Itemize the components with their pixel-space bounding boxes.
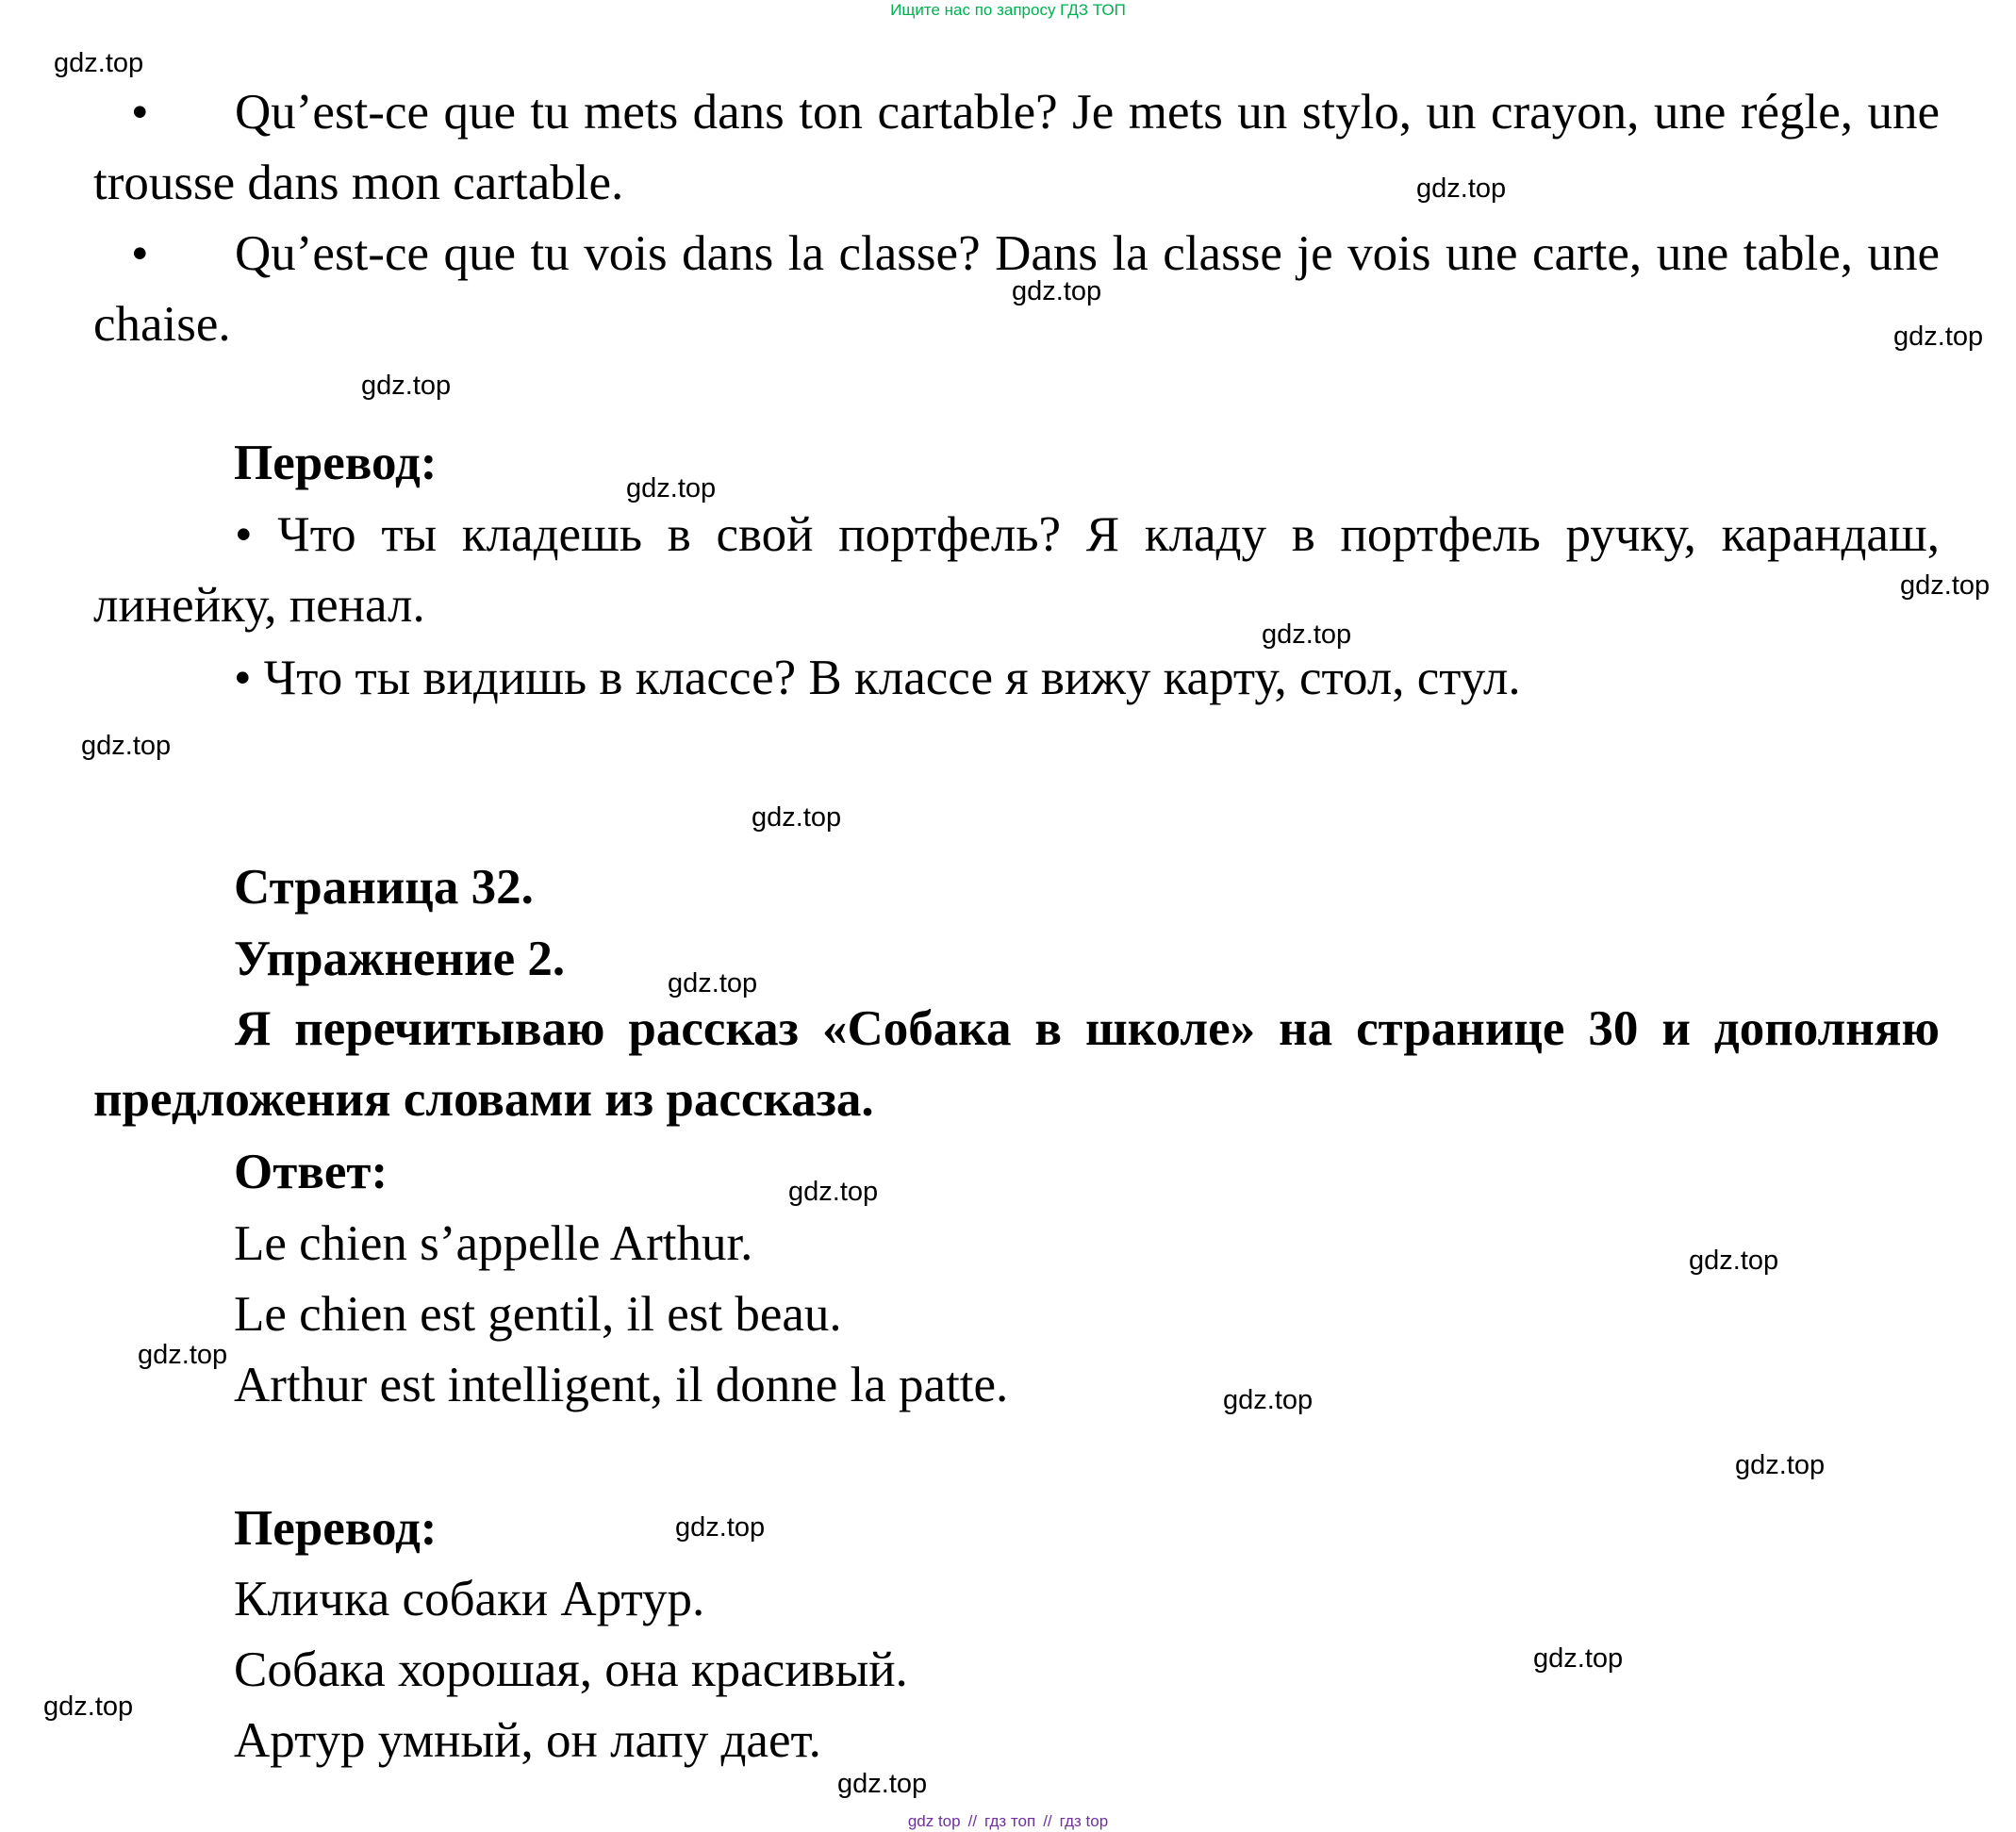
translation-heading-1: Перевод: xyxy=(234,436,438,490)
answer-heading: Ответ: xyxy=(234,1145,388,1199)
watermark: gdz.top xyxy=(1262,619,1352,650)
translation-2-line-1: Кличка собаки Артур. xyxy=(234,1572,705,1626)
watermark: gdz.top xyxy=(1533,1643,1624,1674)
watermark: gdz.top xyxy=(1012,276,1102,306)
bullet-mark: • xyxy=(131,226,149,281)
watermark: gdz.top xyxy=(1893,322,1984,352)
footer-link[interactable]: гдз топ xyxy=(984,1812,1036,1830)
task-description: Я перечитываю рассказ «Собака в школе» на странице 30 и дополняю предложения словами из рассказа. xyxy=(93,1001,1940,1127)
translation-2-line-2: Собака хорошая, она красивый. xyxy=(234,1642,908,1697)
footer-link[interactable]: gdz top xyxy=(907,1812,961,1830)
watermark: gdz.top xyxy=(668,968,758,999)
watermark: gdz.top xyxy=(1900,570,1991,601)
french-bullet-1 xyxy=(93,77,1940,219)
bullet-mark: • xyxy=(131,85,149,140)
footer-link[interactable]: гдз top xyxy=(1059,1812,1109,1830)
watermark: gdz.top xyxy=(837,1769,928,1799)
watermark: gdz.top xyxy=(138,1340,228,1370)
watermark: gdz.top xyxy=(1223,1385,1314,1415)
watermark: gdz.top xyxy=(1735,1450,1826,1480)
answer-line-3: Arthur est intelligent, il donne la patte. xyxy=(234,1358,1009,1412)
translation-heading-2: Перевод: xyxy=(234,1501,438,1556)
watermark: gdz.top xyxy=(81,731,172,761)
french-bullet-2-text: Qu’est-ce que tu vois dans la classe? Dans la classe je vois une carte, une table, une chaise. xyxy=(93,226,1940,352)
watermark: gdz.top xyxy=(1689,1246,1779,1276)
watermark: gdz.top xyxy=(788,1177,879,1207)
watermark: gdz.top xyxy=(1416,173,1507,204)
french-bullet-1-text: Qu’est-ce que tu mets dans ton cartable? Je mets un stylo, un crayon, une régle, une trousse dans mon cartable. xyxy=(93,85,1940,210)
answer-line-2: Le chien est gentil, il est beau. xyxy=(234,1287,842,1342)
footer-links xyxy=(0,1811,2016,1832)
watermark: gdz.top xyxy=(675,1512,766,1543)
answer-line-1: Le chien s’appelle Arthur. xyxy=(234,1216,753,1271)
footer-separator: // xyxy=(1043,1812,1052,1830)
exercise-heading: Упражнение 2. xyxy=(234,932,566,986)
top-banner: Ищите нас по запросу ГДЗ ТОП xyxy=(890,1,1126,19)
translation-1-item-1: • Что ты кладешь в свой портфель? Я кладу в портфель ручку, карандаш, линейку, пенал. xyxy=(93,507,1940,633)
page-number-heading: Страница 32. xyxy=(234,860,534,915)
watermark: gdz.top xyxy=(54,48,144,78)
watermark: gdz.top xyxy=(626,473,717,503)
footer-separator: // xyxy=(967,1812,978,1830)
translation-2-line-3: Артур умный, он лапу дает. xyxy=(234,1713,821,1768)
watermark: gdz.top xyxy=(43,1692,134,1722)
watermark: gdz.top xyxy=(361,371,452,401)
watermark: gdz.top xyxy=(752,802,842,833)
translation-1-item-2: • Что ты видишь в классе? В классе я вижу карту, стол, стул. xyxy=(234,651,1521,705)
